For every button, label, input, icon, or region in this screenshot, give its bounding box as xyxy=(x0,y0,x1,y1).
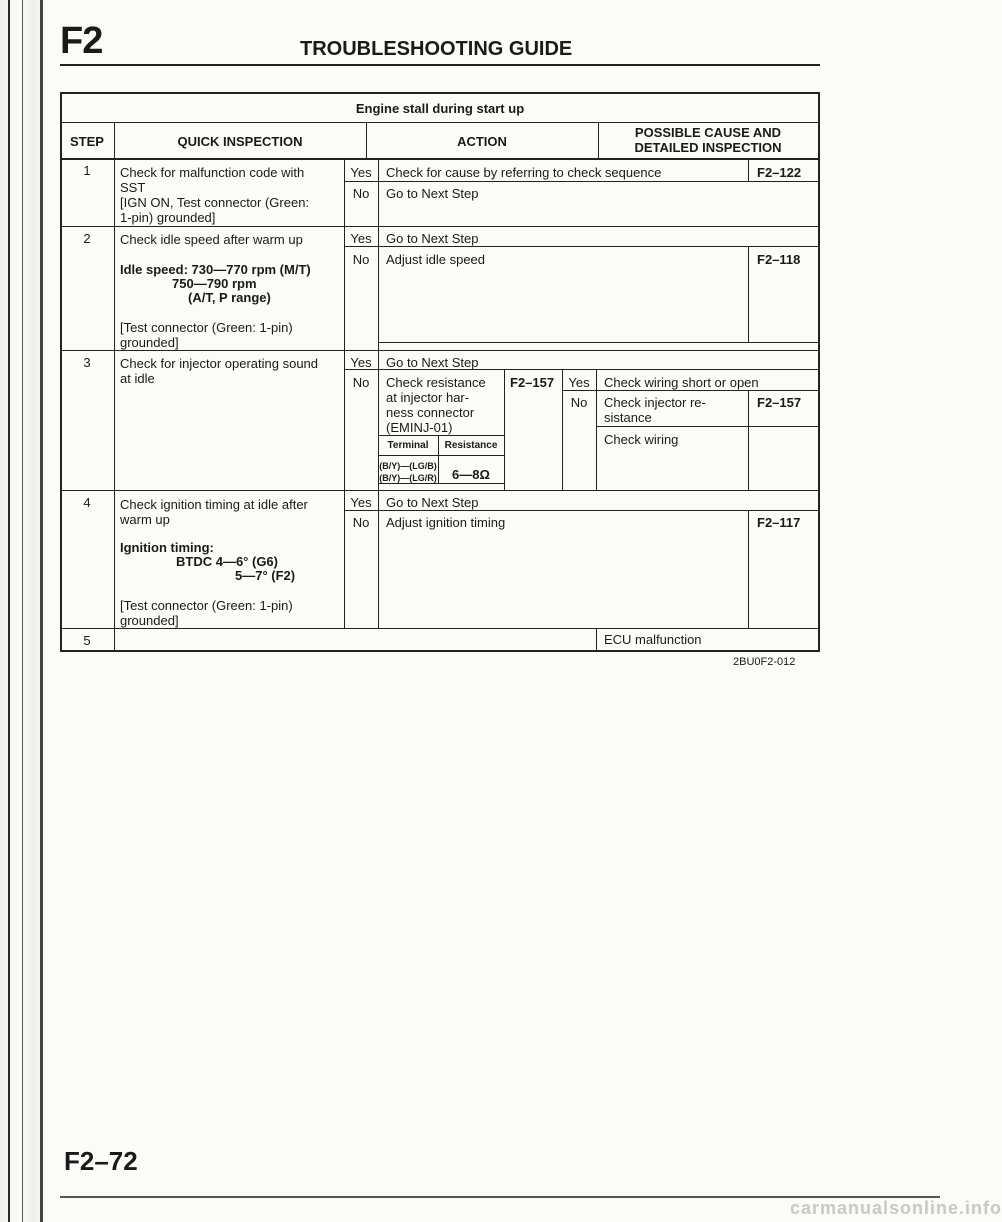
column-header-cause: DETAILED INSPECTION xyxy=(634,140,782,155)
ignition-timing-spec: Ignition timing: xyxy=(120,540,214,555)
column-rule xyxy=(344,226,345,350)
title-rule xyxy=(60,122,820,123)
page-reference: F2–157 xyxy=(757,395,802,410)
sub-table-resistance-value: 6—8Ω xyxy=(452,467,490,482)
column-rule xyxy=(504,369,505,490)
step-number: 4 xyxy=(83,495,91,510)
binding-line xyxy=(40,0,43,1222)
action-text: Go to Next Step xyxy=(386,495,479,510)
action-text: Go to Next Step xyxy=(386,231,479,246)
quick-inspection-text: Check ignition timing at idle after xyxy=(120,497,308,512)
column-rule xyxy=(344,490,345,628)
watermark: carmanualsonline.info xyxy=(790,1198,1002,1218)
action-text: ness connector xyxy=(386,405,475,420)
action-text: Adjust ignition timing xyxy=(386,515,506,530)
column-rule xyxy=(344,350,345,490)
cause-text: sistance xyxy=(604,410,652,425)
ignition-timing-spec: 5—7° (F2) xyxy=(235,568,296,583)
row-rule xyxy=(60,628,820,629)
row-rule xyxy=(596,426,820,427)
header-rule xyxy=(60,158,820,160)
column-header-quick-inspection: QUICK INSPECTION xyxy=(177,134,303,149)
quick-inspection-text: SST xyxy=(120,180,146,195)
column-header-cause: POSSIBLE CAUSE AND xyxy=(634,125,782,140)
quick-inspection-note: grounded] xyxy=(120,335,179,350)
action-text: Go to Next Step xyxy=(386,186,479,201)
table-border xyxy=(818,92,820,652)
sub-table-rule xyxy=(378,435,504,436)
column-rule xyxy=(748,510,749,628)
column-rule xyxy=(748,246,749,342)
header-rule xyxy=(60,64,820,66)
idle-speed-spec: (A/T, P range) xyxy=(188,290,271,305)
idle-speed-spec: Idle speed: 730—770 rpm (M/T) xyxy=(120,262,311,277)
action-text: Adjust idle speed xyxy=(386,252,486,267)
cause-text: ECU malfunction xyxy=(604,632,702,647)
row-rule xyxy=(344,369,820,370)
sub-table-rule xyxy=(438,435,439,483)
quick-inspection-text: 1-pin) grounded] xyxy=(120,210,216,225)
quick-inspection-text: warm up xyxy=(120,512,170,527)
figure-reference-code: 2BU0F2-012 xyxy=(733,656,796,668)
cause-text: Check wiring short or open xyxy=(604,375,759,390)
quick-inspection-text: Check idle speed after warm up xyxy=(120,232,303,247)
row-rule xyxy=(378,342,820,343)
step-number: 2 xyxy=(83,231,91,246)
step-number: 5 xyxy=(83,633,91,648)
no-label: No xyxy=(352,252,370,267)
ignition-timing-spec: BTDC 4—6° (G6) xyxy=(176,554,278,569)
column-header-step: STEP xyxy=(70,134,104,149)
table-border xyxy=(60,650,820,652)
yes-label: Yes xyxy=(350,231,372,246)
yes-label: Yes xyxy=(350,165,372,180)
column-rule xyxy=(562,369,563,490)
action-text: Check resistance xyxy=(386,375,486,390)
table-border xyxy=(60,92,820,94)
quick-inspection-note: [Test connector (Green: 1-pin) xyxy=(120,598,293,613)
quick-inspection-note: [Test connector (Green: 1-pin) xyxy=(120,320,293,335)
sub-table-terminal: (B/Y)—(LG/B) xyxy=(379,461,437,471)
column-rule xyxy=(596,369,597,490)
action-text: Go to Next Step xyxy=(386,355,479,370)
column-rule xyxy=(748,158,749,181)
sub-table-rule xyxy=(378,483,504,484)
action-text: Check for cause by referring to check sequence xyxy=(386,165,662,180)
column-rule xyxy=(366,122,367,158)
column-rule xyxy=(114,122,115,650)
row-rule xyxy=(60,350,820,351)
page-title: TROUBLESHOOTING GUIDE xyxy=(300,38,573,60)
idle-speed-spec: 750—790 rpm xyxy=(172,276,257,291)
yes-label: Yes xyxy=(350,355,372,370)
no-label: No xyxy=(352,186,370,201)
column-rule xyxy=(598,122,599,158)
action-text: at injector har- xyxy=(386,390,470,405)
column-rule xyxy=(748,390,749,490)
row-rule xyxy=(60,226,820,227)
binding-line xyxy=(8,0,10,1222)
page-reference: F2–122 xyxy=(757,165,802,180)
binding-line xyxy=(22,0,23,1222)
no-label: No xyxy=(352,375,370,390)
sub-table-terminal: (B/Y)—(LG/R) xyxy=(379,473,437,483)
sub-table-rule xyxy=(378,455,504,456)
column-rule xyxy=(378,350,379,490)
cause-text: Check injector re- xyxy=(604,395,706,410)
column-header-action: ACTION xyxy=(457,134,507,149)
column-rule xyxy=(378,490,379,628)
column-rule xyxy=(378,226,379,350)
page-reference: F2–117 xyxy=(757,515,801,530)
step-number: 3 xyxy=(83,355,91,370)
yes-label: Yes xyxy=(568,375,590,390)
quick-inspection-text: Check for injector operating sound xyxy=(120,356,319,371)
sub-table-header-resistance: Resistance xyxy=(444,440,498,451)
row-rule xyxy=(60,490,820,491)
page-number: F2–72 xyxy=(64,1146,138,1176)
page-reference: F2–157 xyxy=(510,375,555,390)
column-rule xyxy=(596,628,597,650)
cause-text: Check wiring xyxy=(604,432,679,447)
no-label: No xyxy=(352,515,370,530)
yes-label: Yes xyxy=(350,495,372,510)
quick-inspection-text: Check for malfunction code with xyxy=(120,165,305,180)
step-number: 1 xyxy=(83,163,91,178)
row-rule xyxy=(344,181,820,182)
row-rule xyxy=(562,390,820,391)
page-reference: F2–118 xyxy=(757,252,801,267)
quick-inspection-note: grounded] xyxy=(120,613,179,628)
quick-inspection-text: [IGN ON, Test connector (Green: xyxy=(120,195,310,210)
column-rule xyxy=(378,158,379,226)
troubleshooting-table xyxy=(60,92,820,652)
section-tag: F2 xyxy=(60,20,103,62)
action-text: (EMINJ-01) xyxy=(386,420,453,435)
no-label: No xyxy=(570,395,588,410)
sub-table-header-terminal: Terminal xyxy=(387,440,429,451)
column-rule xyxy=(344,158,345,226)
quick-inspection-text: at idle xyxy=(120,371,155,386)
table-title: Engine stall during start up xyxy=(355,101,525,116)
